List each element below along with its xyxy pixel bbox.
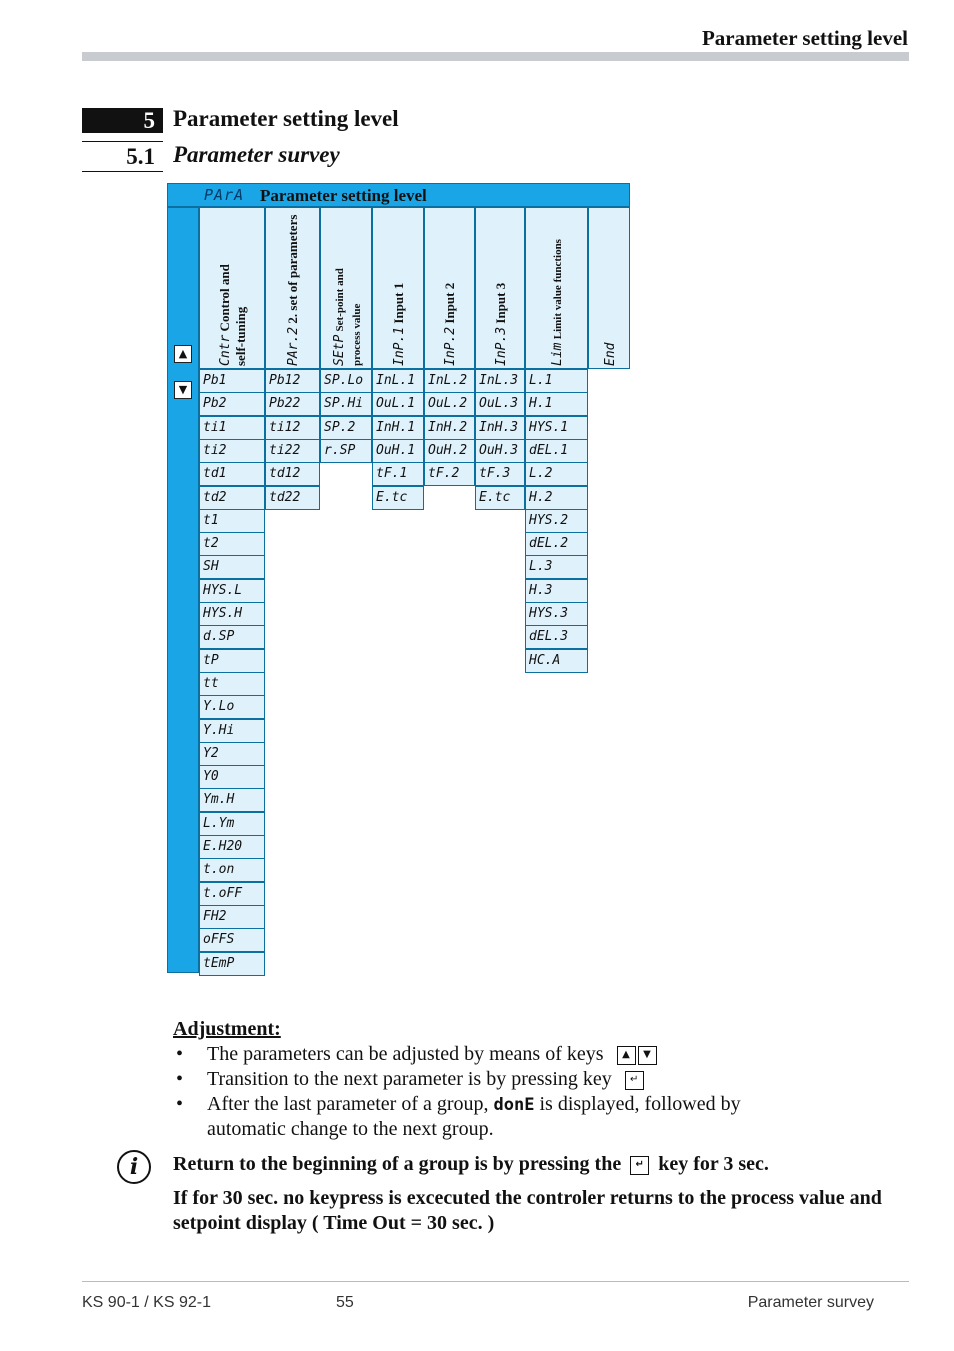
param-cell: HYS.1 <box>525 416 588 440</box>
column-label: Limit value functions <box>552 239 564 340</box>
param-cell: H.1 <box>525 392 588 416</box>
up-key-icon: ▲ <box>617 1046 636 1065</box>
column-code: InP.3 <box>493 326 509 366</box>
column-header-4 <box>424 207 475 369</box>
column-header-6 <box>525 207 588 369</box>
table-header-code: PArA <box>204 186 245 204</box>
column-code: PAr.2 <box>286 326 301 366</box>
param-cell: d.SP <box>199 625 265 649</box>
table-header-bar <box>167 183 630 207</box>
param-cell: tF.1 <box>372 462 424 486</box>
param-cell: ti12 <box>265 416 320 440</box>
param-cell: ti2 <box>199 439 265 463</box>
column-label-2: process value <box>351 303 363 366</box>
enter-key-icon: ↵ <box>625 1071 644 1090</box>
column-header-3 <box>372 207 424 369</box>
footer-page-number: 55 <box>336 1294 354 1311</box>
column-label: Control and <box>217 264 232 332</box>
param-cell: L.Ym <box>199 812 265 836</box>
param-cell: dEL.3 <box>525 625 588 649</box>
param-cell: Pb12 <box>265 369 320 393</box>
column-code: SEtP <box>332 334 347 366</box>
param-cell: L.2 <box>525 462 588 486</box>
param-cell: InL.3 <box>475 369 525 393</box>
param-cell: InL.1 <box>372 369 424 393</box>
param-cell: L.1 <box>525 369 588 393</box>
column-label-2: self-tuning <box>233 306 248 366</box>
param-cell: t2 <box>199 532 265 556</box>
param-cell: InH.1 <box>372 416 424 440</box>
param-cell: OuH.3 <box>475 439 525 463</box>
param-cell: ti1 <box>199 416 265 440</box>
column-label: Input 3 <box>492 282 508 324</box>
param-cell: Y.Hi <box>199 719 265 743</box>
param-cell: SP.Lo <box>320 369 372 393</box>
info-icon: i <box>117 1150 151 1184</box>
param-cell: dEL.1 <box>525 439 588 463</box>
column-label: 2. set of parameters <box>285 214 300 324</box>
column-header-text <box>217 264 248 366</box>
column-header-text <box>331 268 365 366</box>
param-cell: Pb22 <box>265 392 320 416</box>
column-code: InP.2 <box>443 326 458 366</box>
column-code: InP.1 <box>391 326 407 366</box>
adjustment-line-3b: automatic change to the next group. <box>207 1118 494 1140</box>
param-cell: HYS.L <box>199 579 265 603</box>
param-cell: td22 <box>265 486 320 510</box>
column-header-text <box>493 283 509 366</box>
param-cell: tEmP <box>199 952 265 976</box>
column-header-text <box>442 283 458 366</box>
param-cell: Y.Lo <box>199 695 265 719</box>
param-cell: ti22 <box>265 439 320 463</box>
footer-section: Parameter survey <box>747 1294 874 1311</box>
param-cell: InH.3 <box>475 416 525 440</box>
param-cell: H.2 <box>525 486 588 510</box>
param-cell: SH <box>199 555 265 579</box>
param-cell: t.on <box>199 858 265 882</box>
param-cell: SP.Hi <box>320 392 372 416</box>
param-cell: tF.3 <box>475 462 525 486</box>
param-cell: oFFS <box>199 928 265 952</box>
param-cell: Pb2 <box>199 392 265 416</box>
down-key-icon: ▼ <box>174 381 192 399</box>
bullet: • <box>176 1068 184 1090</box>
section-title: Parameter setting level <box>173 106 399 131</box>
param-cell: E.tc <box>372 486 424 510</box>
column-header-text <box>391 283 407 366</box>
running-header-title: Parameter setting level <box>701 26 908 50</box>
adjustment-text: After the last parameter of a group, <box>207 1093 489 1115</box>
subsection-title: Parameter survey <box>173 142 340 167</box>
param-cell: E.tc <box>475 486 525 510</box>
param-cell: InL.2 <box>424 369 475 393</box>
note-text: Return to the beginning of a group is by pressing the <box>173 1153 622 1175</box>
param-cell: Y2 <box>199 742 265 766</box>
adjustment-line-3 <box>207 1093 741 1116</box>
param-cell: InH.2 <box>424 416 475 440</box>
param-cell: HC.A <box>525 649 588 673</box>
param-cell: r.SP <box>320 439 372 463</box>
param-cell: H.3 <box>525 579 588 603</box>
adjustment-title: Adjustment: <box>173 1018 281 1040</box>
up-key-icon: ▲ <box>174 345 192 363</box>
param-cell: Pb1 <box>199 369 265 393</box>
footer-rule <box>82 1281 909 1282</box>
column-header-text <box>549 239 566 366</box>
column-label: Input 2 <box>442 282 457 324</box>
subsection-number: 5.1 <box>82 141 163 172</box>
param-cell: HYS.2 <box>525 509 588 533</box>
param-cell: tP <box>199 649 265 673</box>
bullet: • <box>176 1093 184 1115</box>
column-code: End <box>602 342 618 366</box>
param-cell: E.H20 <box>199 835 265 859</box>
column-header-7 <box>588 207 630 369</box>
column-header-text <box>285 215 301 366</box>
param-cell: t.oFF <box>199 882 265 906</box>
param-cell: OuL.1 <box>372 392 424 416</box>
param-cell: SP.2 <box>320 416 372 440</box>
adjustment-line-2 <box>207 1068 644 1091</box>
param-cell: tF.2 <box>424 462 475 486</box>
done-display-code: donE <box>493 1095 535 1115</box>
param-cell: HYS.H <box>199 602 265 626</box>
column-header-5 <box>475 207 525 369</box>
section-number: 5 <box>82 108 163 133</box>
header-rule <box>82 52 909 61</box>
down-key-icon: ▼ <box>638 1046 657 1065</box>
column-code: Cntr <box>218 334 233 366</box>
param-cell: dEL.2 <box>525 532 588 556</box>
adjustment-text: The parameters can be adjusted by means of keys <box>207 1043 604 1065</box>
param-cell: OuH.1 <box>372 439 424 463</box>
param-cell: tt <box>199 672 265 696</box>
param-cell: td1 <box>199 462 265 486</box>
param-cell: HYS.3 <box>525 602 588 626</box>
param-cell: Y0 <box>199 765 265 789</box>
adjustment-line-1 <box>207 1043 657 1066</box>
note-paragraph-2: If for 30 sec. no keypress is excecuted the controler returns to the process value and setpoint display ( Time Out = 30 sec. ) <box>173 1187 882 1234</box>
column-label: Input 1 <box>390 282 406 324</box>
param-cell: OuL.2 <box>424 392 475 416</box>
column-header-0 <box>199 207 265 369</box>
adjustment-text: Transition to the next parameter is by pressing key <box>207 1068 612 1090</box>
param-cell: FH2 <box>199 905 265 929</box>
param-cell: L.3 <box>525 555 588 579</box>
table-header-label: Parameter setting level <box>260 186 427 205</box>
note-text: key for 3 sec. <box>658 1153 769 1175</box>
column-code: Lim <box>550 342 565 366</box>
enter-key-icon: ↵ <box>630 1156 649 1175</box>
footer-model: KS 90-1 / KS 92-1 <box>82 1294 211 1311</box>
param-cell: td2 <box>199 486 265 510</box>
param-cell: Ym.H <box>199 788 265 812</box>
param-cell: td12 <box>265 462 320 486</box>
column-label: Set-point and <box>334 268 346 332</box>
adjustment-text: is displayed, followed by <box>539 1093 741 1115</box>
note-line-1 <box>173 1152 913 1177</box>
param-cell: OuL.3 <box>475 392 525 416</box>
bullet: • <box>176 1043 184 1065</box>
column-header-text <box>602 343 618 366</box>
column-header-1 <box>265 207 320 369</box>
param-cell: t1 <box>199 509 265 533</box>
param-cell: OuH.2 <box>424 439 475 463</box>
column-header-2 <box>320 207 372 369</box>
table-side-bar <box>167 207 199 973</box>
